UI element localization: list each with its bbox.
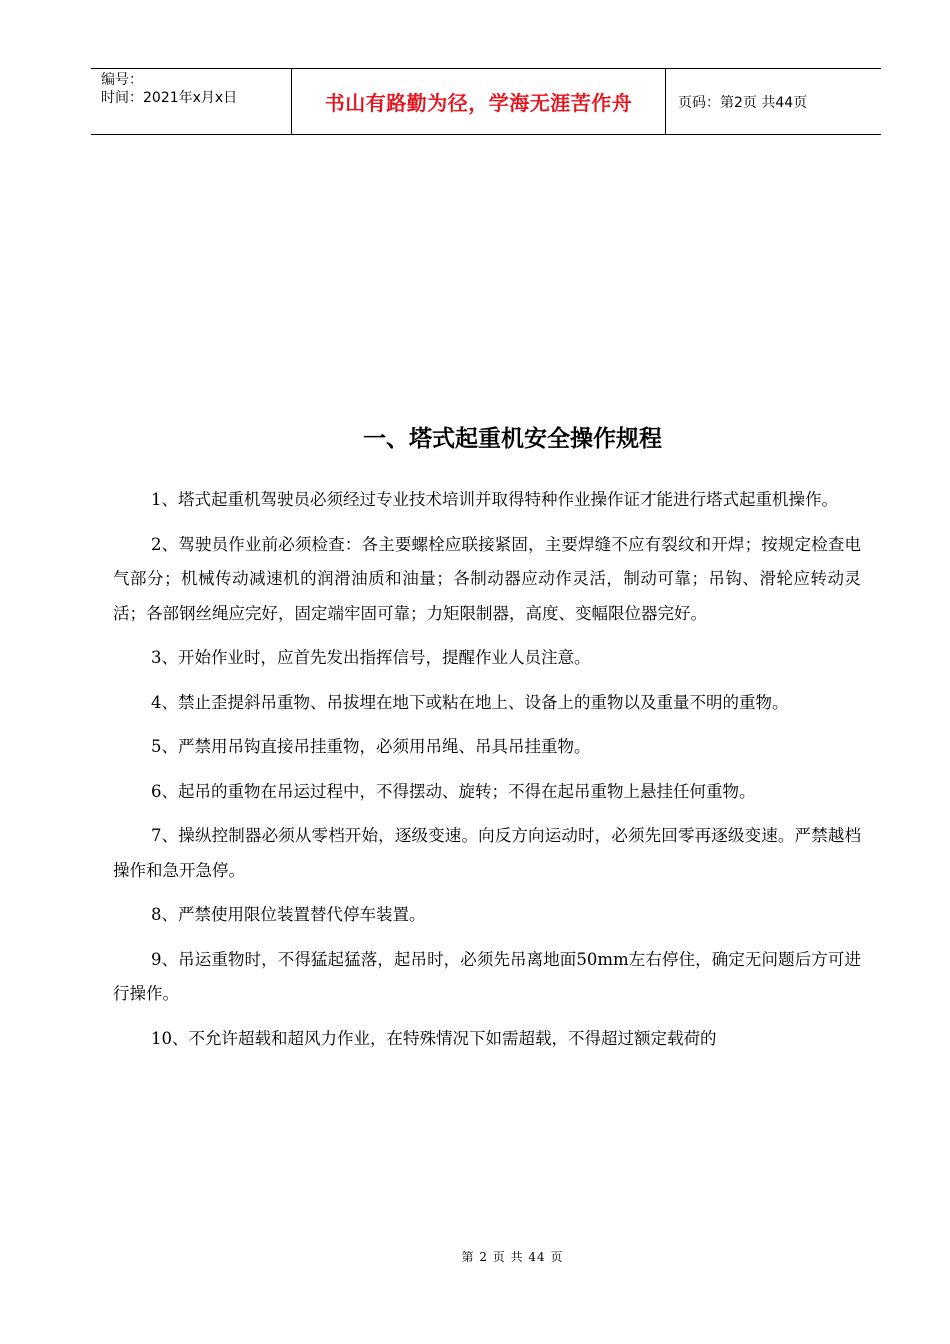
section-title: 一、塔式起重机安全操作规程 bbox=[363, 426, 662, 452]
paragraph: 3、开始作业时，应首先发出指挥信号，提醒作业人员注意。 bbox=[151, 648, 591, 667]
paragraph: 10、不允许超载和超风力作业，在特殊情况下如需超载，不得超过额定载荷的 bbox=[151, 1028, 717, 1048]
document-body bbox=[113, 483, 861, 1066]
document-time: 时间：2021年x月x日 bbox=[101, 90, 238, 106]
paragraph: 9、吊运重物时，不得猛起猛落，起吊时，必须先吊离地面50mm左右停住，确定无问题后方可进行操作。 bbox=[113, 949, 861, 1003]
page-header bbox=[91, 68, 881, 135]
header-info-cell bbox=[91, 69, 292, 134]
paragraph: 1、塔式起重机驾驶员必须经过专业技术培训并取得特种作业操作证才能进行塔式起重机操作。 bbox=[151, 490, 838, 509]
paragraph: 7、操纵控制器必须从零档开始，逐级变速。向反方向运动时，必须先回零再逐级变速。严禁越档操作和急开急停。 bbox=[113, 826, 861, 880]
paragraph: 2、驾驶员作业前必须检查：各主要螺栓应联接紧固，主要焊缝不应有裂纹和开焊；按规定检查电气部分；机械传动减速机的润滑油质和油量；各制动器应动作灵活，制动可靠；吊钩、滑轮应转动灵活；各部钢丝绳应完好，固定端牢固可靠；力矩限制器，高度、变幅限位器完好。 bbox=[113, 534, 861, 623]
document-code: 编号： bbox=[101, 72, 143, 88]
paragraph: 6、起吊的重物在吊运过程中，不得摆动、旋转；不得在起吊重物上悬挂任何重物。 bbox=[151, 781, 756, 801]
paragraph: 5、严禁用吊钩直接吊挂重物，必须用吊绳、吊具吊挂重物。 bbox=[151, 737, 591, 756]
header-motto: 书山有路勤为径，学海无涯苦作舟 bbox=[292, 69, 666, 134]
page-footer: 第 2 页 共 44 页 bbox=[461, 1250, 564, 1264]
paragraph: 4、禁止歪提斜吊重物、吊拔埋在地下或粘在地上、设备上的重物以及重量不明的重物。 bbox=[151, 692, 789, 712]
paragraph: 8、严禁使用限位装置替代停车装置。 bbox=[151, 905, 426, 924]
header-page-number: 页码：第2页 共44页 bbox=[678, 94, 808, 111]
